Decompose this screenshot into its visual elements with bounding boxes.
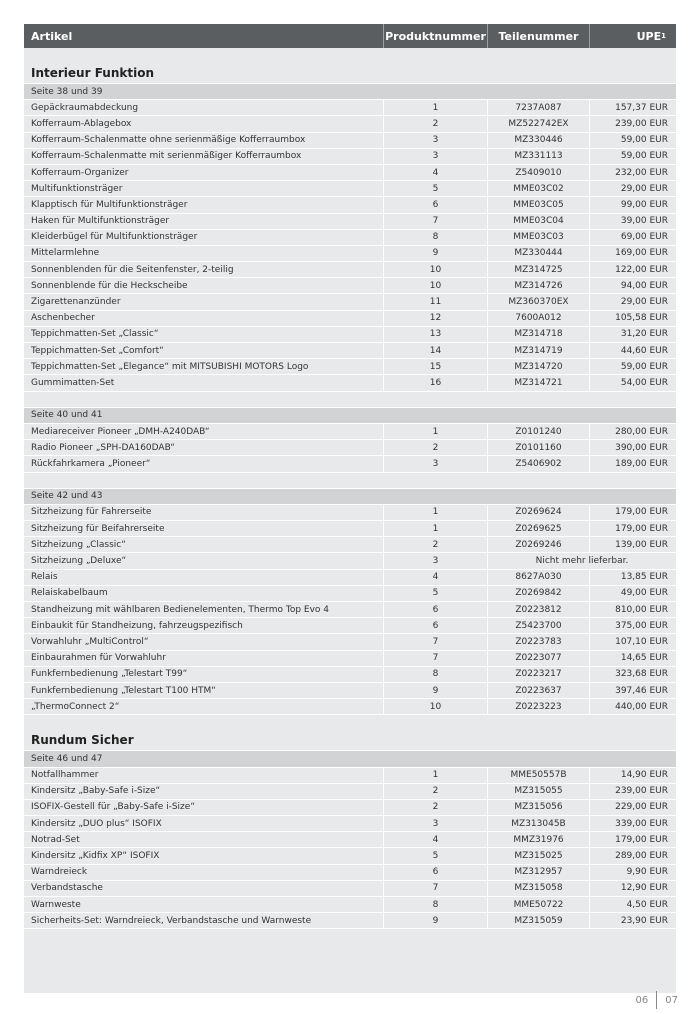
price: 440,00 EUR — [589, 699, 676, 714]
footnote-marker: 1 — [661, 32, 666, 40]
table-row — [24, 683, 676, 699]
article-name: ISOFIX-Gestell für „Baby-Safe i-Size“ — [31, 802, 195, 813]
page-number-left: 06 — [635, 994, 649, 1006]
table-row — [24, 214, 676, 230]
article-name: Warndreieck — [31, 867, 88, 878]
part-number: MZ360370EX — [487, 294, 589, 309]
section-title: Interieur Funktion — [24, 48, 676, 84]
table-row — [24, 359, 676, 375]
price: 29,00 EUR — [589, 181, 676, 196]
price: 49,00 EUR — [589, 586, 676, 601]
part-number: 8627A030 — [487, 570, 589, 585]
section-title: Rundum Sicher — [24, 715, 676, 751]
page-number-right: 07 — [665, 994, 678, 1006]
price: 31,20 EUR — [589, 327, 676, 342]
product-number: 12 — [383, 311, 487, 326]
price: 13,85 EUR — [589, 570, 676, 585]
price-table — [24, 24, 676, 993]
article-name: Kofferraum-Schalenmatte ohne serienmäßige Kofferraumbox — [31, 135, 306, 146]
product-number: 10 — [383, 262, 487, 277]
part-number: Z0101160 — [487, 440, 589, 455]
price: 139,00 EUR — [589, 537, 676, 552]
part-number: MME03C05 — [487, 197, 589, 212]
product-number: 10 — [383, 699, 487, 714]
part-number: MME50722 — [487, 897, 589, 912]
product-number: 16 — [383, 375, 487, 390]
col-teilenummer: Teilenummer — [487, 24, 589, 48]
product-number: 1 — [383, 768, 487, 783]
table-row — [24, 343, 676, 359]
article-name: Rückfahrkamera „Pioneer“ — [31, 458, 151, 469]
article-name: „ThermoConnect 2“ — [31, 701, 120, 712]
table-row — [24, 618, 676, 634]
article-name: Kindersitz „Kidfix XP“ ISOFIX — [31, 851, 160, 862]
table-row — [24, 278, 676, 294]
article-name: Vorwahluhr „MultiControl“ — [31, 636, 149, 647]
part-number: MZ314720 — [487, 359, 589, 374]
part-number: Z0223217 — [487, 667, 589, 682]
table-row — [24, 100, 676, 116]
article-name: Sonnenblende für die Heckscheibe — [31, 280, 188, 291]
price: 122,00 EUR — [589, 262, 676, 277]
price: 29,00 EUR — [589, 294, 676, 309]
product-number: 15 — [383, 359, 487, 374]
product-number: 8 — [383, 230, 487, 245]
article-name: Einbaurahmen für Vorwahluhr — [31, 653, 166, 664]
table-body — [24, 48, 676, 993]
table-row — [24, 832, 676, 848]
product-number: 8 — [383, 667, 487, 682]
part-number: Z0223783 — [487, 634, 589, 649]
table-row — [24, 602, 676, 618]
page-reference: Seite 42 und 43 — [24, 489, 676, 505]
article-name: Mittelarmlehne — [31, 248, 100, 259]
article-name: Zigarettenanzünder — [31, 297, 121, 308]
page-reference: Seite 40 und 41 — [24, 408, 676, 424]
article-name: Teppichmatten-Set „Elegance“ mit MITSUBISHI MOTORS Logo — [31, 361, 309, 372]
part-number: MZ315058 — [487, 881, 589, 896]
part-number: Z5423700 — [487, 618, 589, 633]
article-name: Kindersitz „DUO plus“ ISOFIX — [31, 818, 162, 829]
empty-area — [24, 929, 676, 993]
article-name: Kofferraum-Organizer — [31, 167, 129, 178]
product-number: 4 — [383, 570, 487, 585]
product-number: 3 — [383, 816, 487, 831]
article-name: Verbandstasche — [31, 883, 103, 894]
product-number: 2 — [383, 784, 487, 799]
table-row — [24, 197, 676, 213]
page-reference: Seite 46 und 47 — [24, 751, 676, 767]
table-row — [24, 456, 676, 472]
part-number: MZ315055 — [487, 784, 589, 799]
table-row — [24, 327, 676, 343]
article-name: Sonnenblenden für die Seitenfenster, 2-teilig — [31, 264, 234, 275]
article-name: Einbaukit für Standheizung, fahrzeugspezifisch — [31, 620, 243, 631]
price: 4,50 EUR — [589, 897, 676, 912]
price: 323,68 EUR — [589, 667, 676, 682]
price: 69,00 EUR — [589, 230, 676, 245]
page-numbers — [636, 991, 678, 1009]
part-number: Z0269246 — [487, 537, 589, 552]
product-number: 1 — [383, 100, 487, 115]
spacer-row — [24, 392, 676, 408]
article-name: Kleiderbügel für Multifunktionsträger — [31, 232, 198, 243]
article-name: Haken für Multifunktionsträger — [31, 216, 170, 227]
product-number: 6 — [383, 865, 487, 880]
price: 179,00 EUR — [589, 505, 676, 520]
price: 157,37 EUR — [589, 100, 676, 115]
price: 23,90 EUR — [589, 913, 676, 928]
price: 289,00 EUR — [589, 848, 676, 863]
table-row — [24, 570, 676, 586]
col-upe — [589, 24, 676, 48]
article-name: Kofferraum-Schalenmatte mit serienmäßiger Kofferraumbox — [31, 151, 302, 162]
page-reference: Seite 38 und 39 — [24, 84, 676, 100]
article-name: Relaiskabelbaum — [31, 588, 108, 599]
table-row — [24, 375, 676, 391]
article-name: Sicherheits-Set: Warndreieck, Verbandstasche und Warnweste — [31, 915, 312, 926]
price: 375,00 EUR — [589, 618, 676, 633]
product-number: 8 — [383, 897, 487, 912]
price: 107,10 EUR — [589, 634, 676, 649]
table-row — [24, 800, 676, 816]
product-number: 3 — [383, 456, 487, 471]
table-row — [24, 848, 676, 864]
table-row — [24, 311, 676, 327]
product-number: 14 — [383, 343, 487, 358]
product-number: 9 — [383, 683, 487, 698]
part-number: MZ314718 — [487, 327, 589, 342]
part-number: Z5406902 — [487, 456, 589, 471]
part-number: MZ313045B — [487, 816, 589, 831]
price: 54,00 EUR — [589, 375, 676, 390]
table-row — [24, 651, 676, 667]
product-number: 13 — [383, 327, 487, 342]
article-name: Gepäckraumabdeckung — [31, 102, 139, 113]
product-number: 5 — [383, 848, 487, 863]
price: 280,00 EUR — [589, 424, 676, 439]
article-name: Mediareceiver Pioneer „DMH-A240DAB“ — [31, 426, 210, 437]
product-number: 7 — [383, 214, 487, 229]
table-row — [24, 165, 676, 181]
product-number: 7 — [383, 634, 487, 649]
part-number: MZ330444 — [487, 246, 589, 261]
product-number: 11 — [383, 294, 487, 309]
article-name: Sitzheizung für Beifahrerseite — [31, 523, 165, 534]
product-number: 9 — [383, 913, 487, 928]
product-number: 2 — [383, 440, 487, 455]
price: 189,00 EUR — [589, 456, 676, 471]
article-name: Gummimatten-Set — [31, 377, 115, 388]
price: 39,00 EUR — [589, 214, 676, 229]
part-number: MZ314725 — [487, 262, 589, 277]
article-name: Sitzheizung „Classic“ — [31, 539, 126, 550]
part-number: MZ314721 — [487, 375, 589, 390]
part-number: MZ315025 — [487, 848, 589, 863]
product-number: 2 — [383, 116, 487, 131]
price: 239,00 EUR — [589, 784, 676, 799]
article-name: Notfallhammer — [31, 770, 99, 781]
table-row — [24, 521, 676, 537]
product-number: 1 — [383, 521, 487, 536]
price: 229,00 EUR — [589, 800, 676, 815]
table-row — [24, 667, 676, 683]
part-number: Z5409010 — [487, 165, 589, 180]
price: 239,00 EUR — [589, 116, 676, 131]
part-number: Z0269842 — [487, 586, 589, 601]
product-number: 5 — [383, 586, 487, 601]
article-name: Kofferraum-Ablagebox — [31, 118, 132, 129]
price: 14,65 EUR — [589, 651, 676, 666]
table-row — [24, 133, 676, 149]
part-number: MMZ31976 — [487, 832, 589, 847]
article-name: Notrad-Set — [31, 834, 80, 845]
product-number: 2 — [383, 800, 487, 815]
part-number: MME50557B — [487, 768, 589, 783]
part-number: MZ314726 — [487, 278, 589, 293]
table-row — [24, 816, 676, 832]
part-number: MZ314719 — [487, 343, 589, 358]
price: 14,90 EUR — [589, 768, 676, 783]
article-name: Multifunktionsträger — [31, 183, 123, 194]
table-row — [24, 181, 676, 197]
table-row — [24, 699, 676, 715]
availability-note: Nicht mehr lieferbar. — [487, 553, 676, 568]
product-number: 4 — [383, 832, 487, 847]
price: 59,00 EUR — [589, 149, 676, 164]
product-number: 3 — [383, 133, 487, 148]
price: 9,90 EUR — [589, 865, 676, 880]
table-row — [24, 246, 676, 262]
product-number: 2 — [383, 537, 487, 552]
price: 59,00 EUR — [589, 359, 676, 374]
article-name: Kindersitz „Baby-Safe i-Size“ — [31, 786, 161, 797]
price: 339,00 EUR — [589, 816, 676, 831]
table-row — [24, 634, 676, 650]
product-number: 6 — [383, 602, 487, 617]
part-number: Z0101240 — [487, 424, 589, 439]
article-name: Radio Pioneer „SPH-DA160DAB“ — [31, 442, 175, 453]
table-row — [24, 784, 676, 800]
price: 179,00 EUR — [589, 832, 676, 847]
product-number: 7 — [383, 651, 487, 666]
price: 810,00 EUR — [589, 602, 676, 617]
part-number: 7237A087 — [487, 100, 589, 115]
part-number: MME03C02 — [487, 181, 589, 196]
part-number: MZ331113 — [487, 149, 589, 164]
part-number: Z0223637 — [487, 683, 589, 698]
price: 232,00 EUR — [589, 165, 676, 180]
product-number: 10 — [383, 278, 487, 293]
product-number: 1 — [383, 505, 487, 520]
price: 94,00 EUR — [589, 278, 676, 293]
price: 12,90 EUR — [589, 881, 676, 896]
part-number: MZ315059 — [487, 913, 589, 928]
table-row — [24, 440, 676, 456]
price: 169,00 EUR — [589, 246, 676, 261]
col-produktnummer: Produktnummer — [383, 24, 487, 48]
article-name: Klapptisch für Multifunktionsträger — [31, 199, 188, 210]
article-name: Aschenbecher — [31, 313, 95, 324]
product-number: 9 — [383, 246, 487, 261]
page-divider — [656, 991, 657, 1009]
table-row — [24, 230, 676, 246]
product-number: 3 — [383, 553, 487, 568]
table-header — [24, 24, 676, 48]
price: 99,00 EUR — [589, 197, 676, 212]
product-number: 1 — [383, 424, 487, 439]
part-number: Z0223812 — [487, 602, 589, 617]
table-row — [24, 553, 676, 569]
part-number: Z0223223 — [487, 699, 589, 714]
table-row — [24, 913, 676, 929]
col-upe-label: UPE — [636, 29, 662, 43]
article-name: Standheizung mit wählbaren Bedienelementen, Thermo Top Evo 4 — [31, 604, 330, 615]
article-name: Sitzheizung „Deluxe“ — [31, 556, 127, 567]
col-artikel: Artikel — [31, 29, 73, 43]
part-number: Z0223077 — [487, 651, 589, 666]
part-number: MZ522742EX — [487, 116, 589, 131]
article-name: Funkfernbedienung „Telestart T99“ — [31, 669, 188, 680]
product-number: 6 — [383, 618, 487, 633]
table-row — [24, 881, 676, 897]
spacer-row — [24, 473, 676, 489]
table-row — [24, 294, 676, 310]
price: 105,58 EUR — [589, 311, 676, 326]
table-row — [24, 865, 676, 881]
product-number: 3 — [383, 149, 487, 164]
part-number: MME03C03 — [487, 230, 589, 245]
price: 44,60 EUR — [589, 343, 676, 358]
part-number: 7600A012 — [487, 311, 589, 326]
product-number: 4 — [383, 165, 487, 180]
article-name: Sitzheizung für Fahrerseite — [31, 507, 152, 518]
part-number: MZ330446 — [487, 133, 589, 148]
part-number: MZ312957 — [487, 865, 589, 880]
price: 179,00 EUR — [589, 521, 676, 536]
part-number: Z0269625 — [487, 521, 589, 536]
table-row — [24, 262, 676, 278]
table-row — [24, 149, 676, 165]
product-number: 5 — [383, 181, 487, 196]
table-row — [24, 505, 676, 521]
table-row — [24, 537, 676, 553]
product-number: 6 — [383, 197, 487, 212]
price: 390,00 EUR — [589, 440, 676, 455]
part-number: Z0269624 — [487, 505, 589, 520]
article-name: Teppichmatten-Set „Classic“ — [31, 329, 159, 340]
product-number: 7 — [383, 881, 487, 896]
article-name: Warnweste — [31, 899, 81, 910]
part-number: MZ315056 — [487, 800, 589, 815]
table-row — [24, 586, 676, 602]
table-row — [24, 116, 676, 132]
article-name: Funkfernbedienung „Telestart T100 HTM“ — [31, 685, 216, 696]
price: 59,00 EUR — [589, 133, 676, 148]
table-row — [24, 768, 676, 784]
price: 397,46 EUR — [589, 683, 676, 698]
article-name: Relais — [31, 572, 58, 583]
table-row — [24, 897, 676, 913]
article-name: Teppichmatten-Set „Comfort“ — [31, 345, 164, 356]
table-row — [24, 424, 676, 440]
part-number: MME03C04 — [487, 214, 589, 229]
